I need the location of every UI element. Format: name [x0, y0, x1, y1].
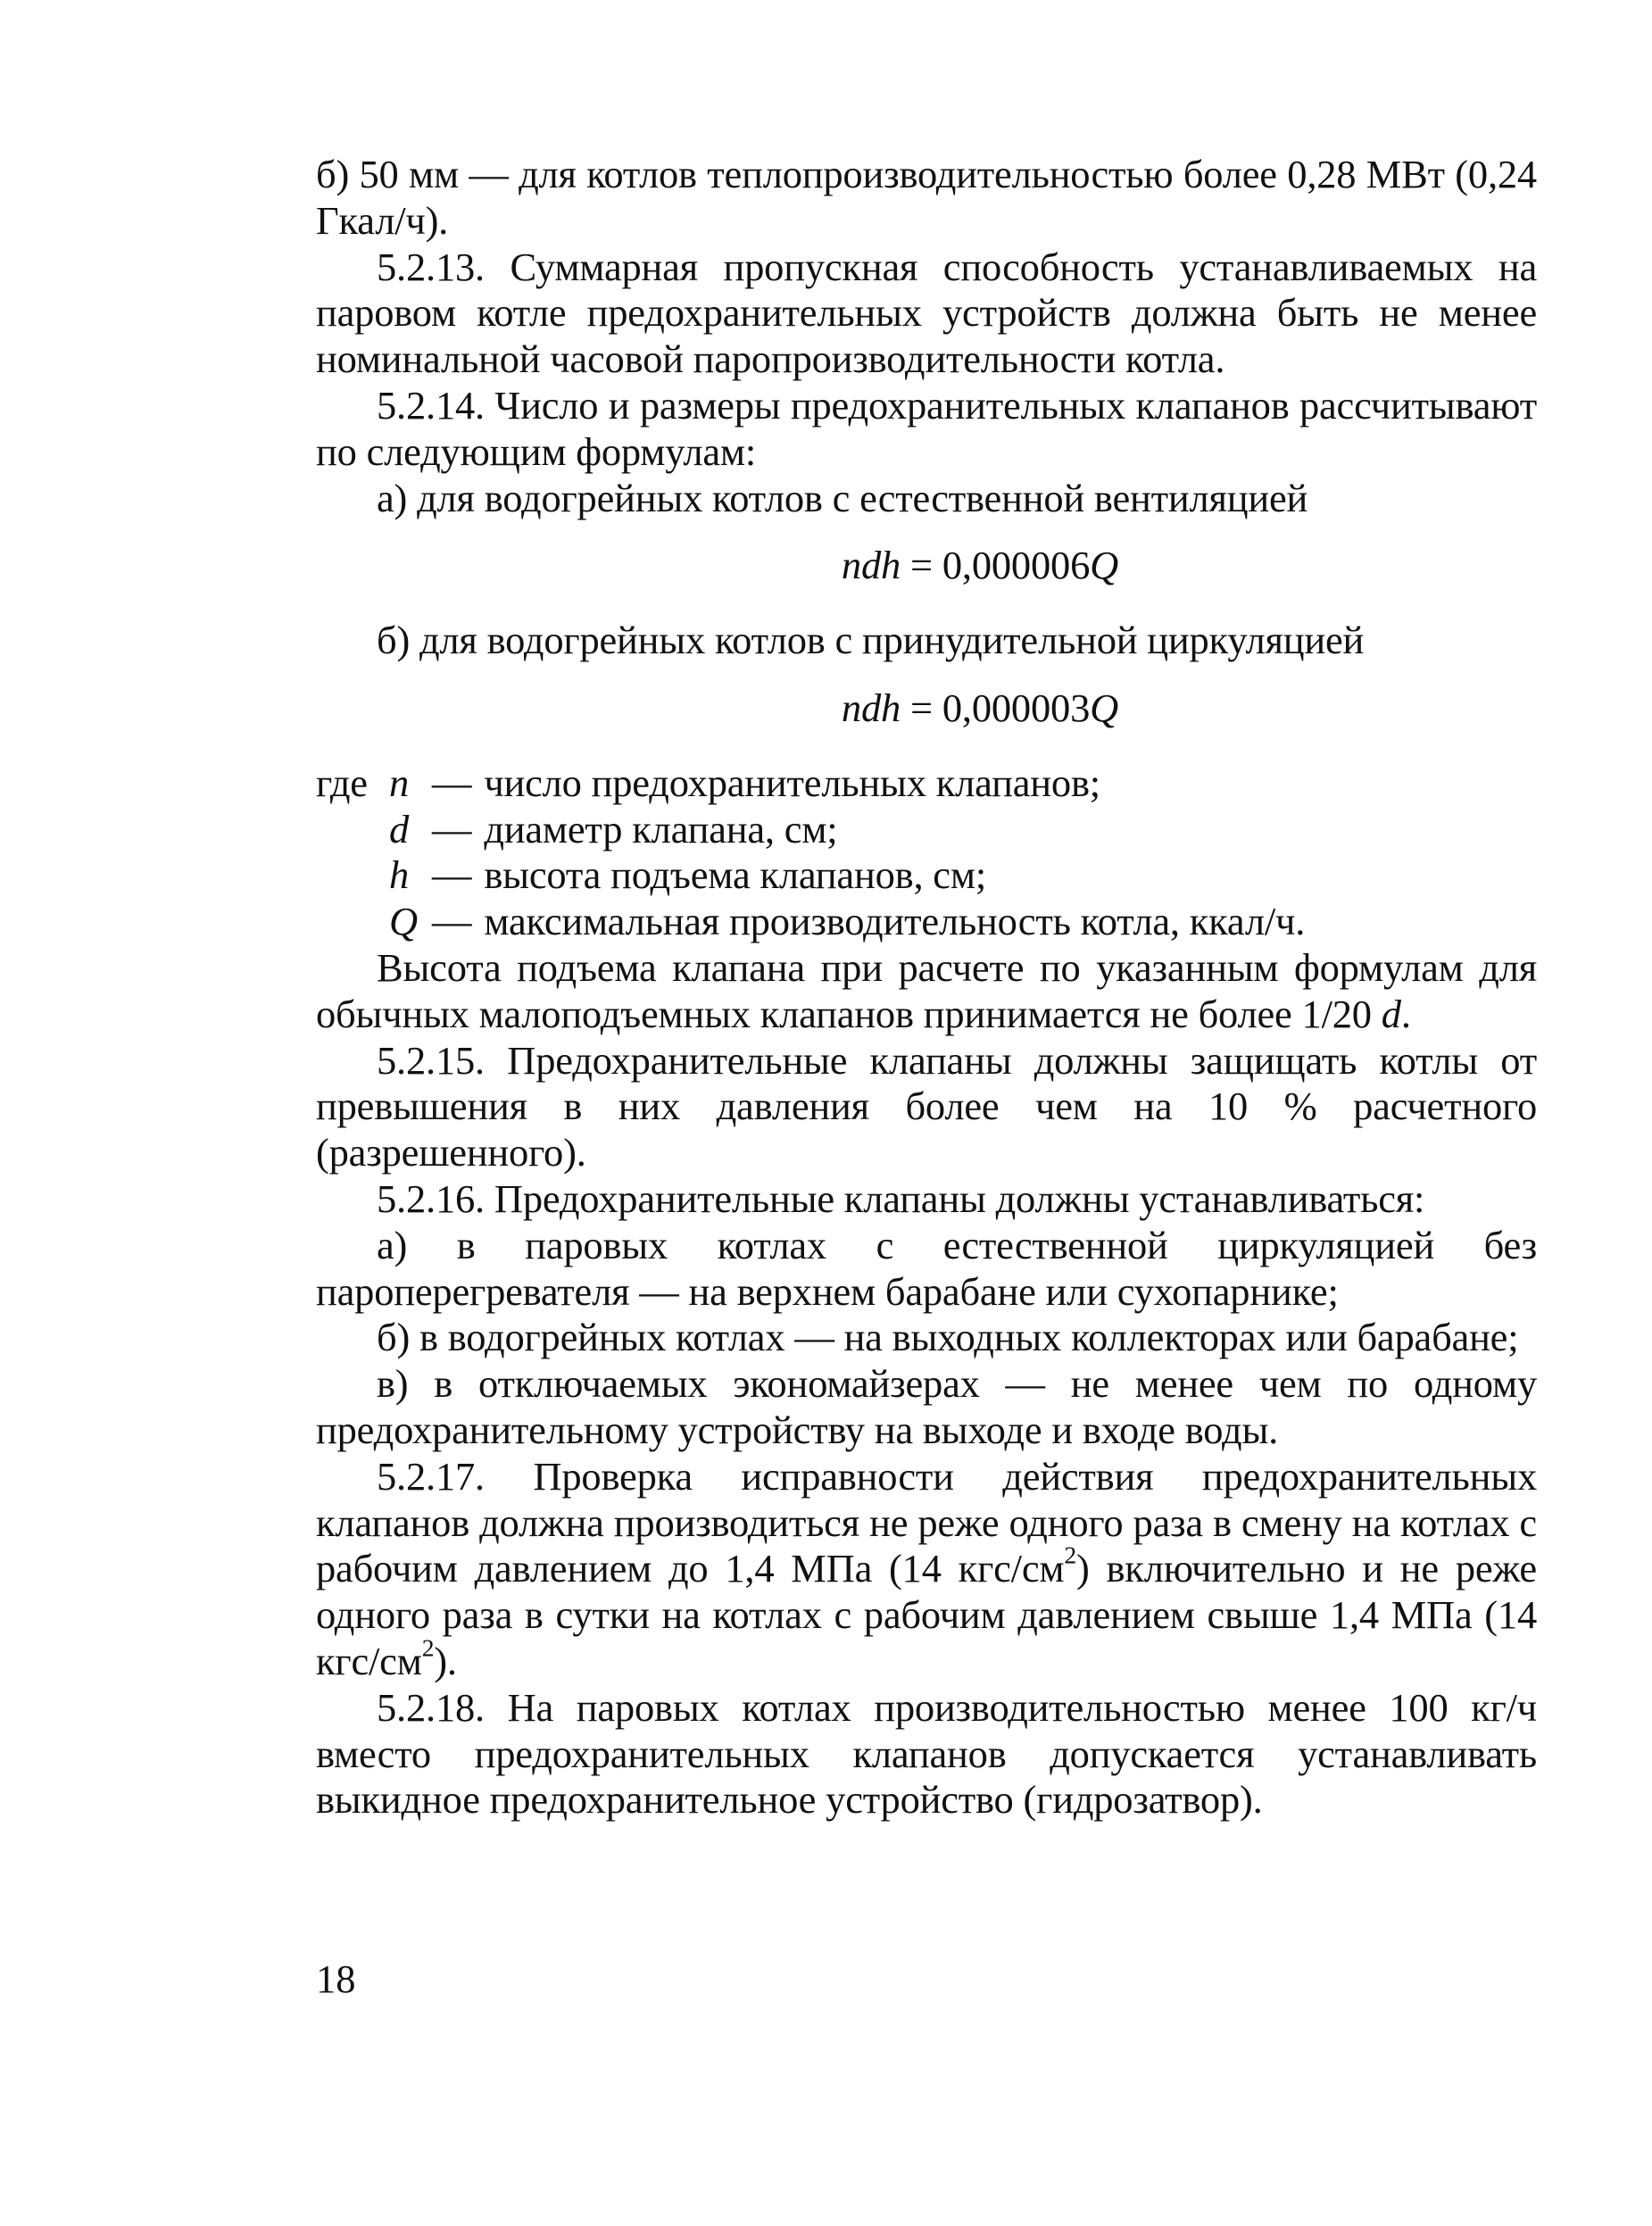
page-body	[316, 152, 1537, 1823]
paragraph-5-2-13: 5.2.13. Суммарная пропускная способность устанавливаемых на паровом котле предохранительных устройств должна быть не менее номинальной часовой паропроизводительности котла.	[316, 244, 1537, 382]
p5217-sup2: 2	[421, 1633, 435, 1662]
definition-dash: —	[432, 806, 472, 851]
formula-variable: Q	[1090, 543, 1119, 588]
paragraph-b-water-boilers: б) в водогрейных котлах — на выходных коллекторах или барабане;	[377, 1315, 1519, 1360]
definition-text: число предохранительных клапанов;	[484, 760, 1100, 805]
height-note-text: Высота подъема клапана при расчете по указанным формулам для обычных малоподъемных клапанов принимается не более 1/20	[316, 944, 1537, 1036]
definition-symbol: n	[389, 760, 410, 805]
paragraph-b-forced-circulation: б) для водогрейных котлов с принудительной циркуляцией	[377, 618, 1365, 663]
p5217-part1: 5.2.17. Проверка исправности действия предохранительных клапанов должна производиться не реже одного раза в смену на котлах с рабочим давлением до 1,4 МПа (14 кгс/см	[316, 1453, 1537, 1591]
definition-row	[316, 899, 1537, 945]
paragraph-a-steam-boilers: а) в паровых котлах с естественной циркуляцией без пароперегревателя — на верхнем барабане или сухопарнике;	[316, 1222, 1537, 1314]
paragraph-v-economizers: в) в отключаемых экономайзерах — не менее чем по одному предохранительному устройству на выходе и входе воды.	[316, 1361, 1537, 1452]
formula-equals: =	[910, 543, 933, 588]
paragraph-5-2-15: 5.2.15. Предохранительные клапаны должны защищать котлы от превышения в них давления более чем на 10 % расчетного (разрешенного).	[316, 1037, 1537, 1175]
paragraph-5-2-14: 5.2.14. Число и размеры предохранительных клапанов рассчитывают по следующим формулам:	[316, 382, 1537, 474]
definition-dash: —	[432, 899, 472, 944]
definition-text: максимальная производительность котла, ккал/ч.	[484, 899, 1306, 944]
formula-variable: Q	[1090, 685, 1119, 730]
formula-equals: =	[910, 685, 933, 730]
paragraph-b-50mm: б) 50 мм — для котлов теплопроизводительностью более 0,28 МВт (0,24 Гкал/ч).	[316, 152, 1537, 243]
definition-symbol: Q	[389, 899, 418, 944]
definition-text: диаметр клапана, см;	[484, 806, 838, 851]
formula-lhs: ndh	[841, 543, 901, 588]
p5217-part2: ) включительно и не реже одного раза в сутки на котлах с рабочим давлением свыше 1,4 МПа (14 кгс/см	[316, 1546, 1537, 1683]
where-label: где	[316, 760, 368, 805]
variable-definitions	[316, 760, 1537, 945]
formula-lhs: ndh	[841, 685, 901, 730]
definition-symbol: h	[389, 852, 410, 898]
page-number: 18	[316, 1956, 356, 2001]
height-note-symbol: d	[1381, 991, 1401, 1036]
formula-coefficient: 0,000003	[942, 685, 1091, 730]
p5217-part3: ).	[434, 1638, 457, 1683]
definition-row	[316, 760, 1537, 807]
definition-dash: —	[432, 760, 472, 805]
definition-row	[316, 852, 1537, 899]
paragraph-5-2-17	[316, 1454, 1537, 1685]
height-note-end: .	[1400, 991, 1411, 1036]
paragraph-5-2-16: 5.2.16. Предохранительные клапаны должны устанавливаться:	[377, 1175, 1425, 1221]
definition-row	[316, 807, 1537, 853]
formula-natural-ventilation	[316, 543, 1537, 589]
paragraph-a-natural-ventilation: а) для водогрейных котлов с естественной вентиляцией	[377, 475, 1308, 520]
definition-dash: —	[432, 852, 472, 898]
formula-coefficient: 0,000006	[942, 543, 1091, 588]
paragraph-height-note	[316, 945, 1537, 1038]
definition-text: высота подъема клапанов, см;	[484, 852, 986, 898]
formula-forced-circulation	[316, 685, 1537, 732]
p5217-sup1: 2	[1064, 1541, 1076, 1569]
paragraph-5-2-18: 5.2.18. На паровых котлах производительностью менее 100 кг/ч вместо предохранительных клапанов допускается устанавливать выкидное предохранительное устройство (гидрозатвор).	[316, 1684, 1537, 1823]
definition-symbol: d	[389, 806, 410, 851]
